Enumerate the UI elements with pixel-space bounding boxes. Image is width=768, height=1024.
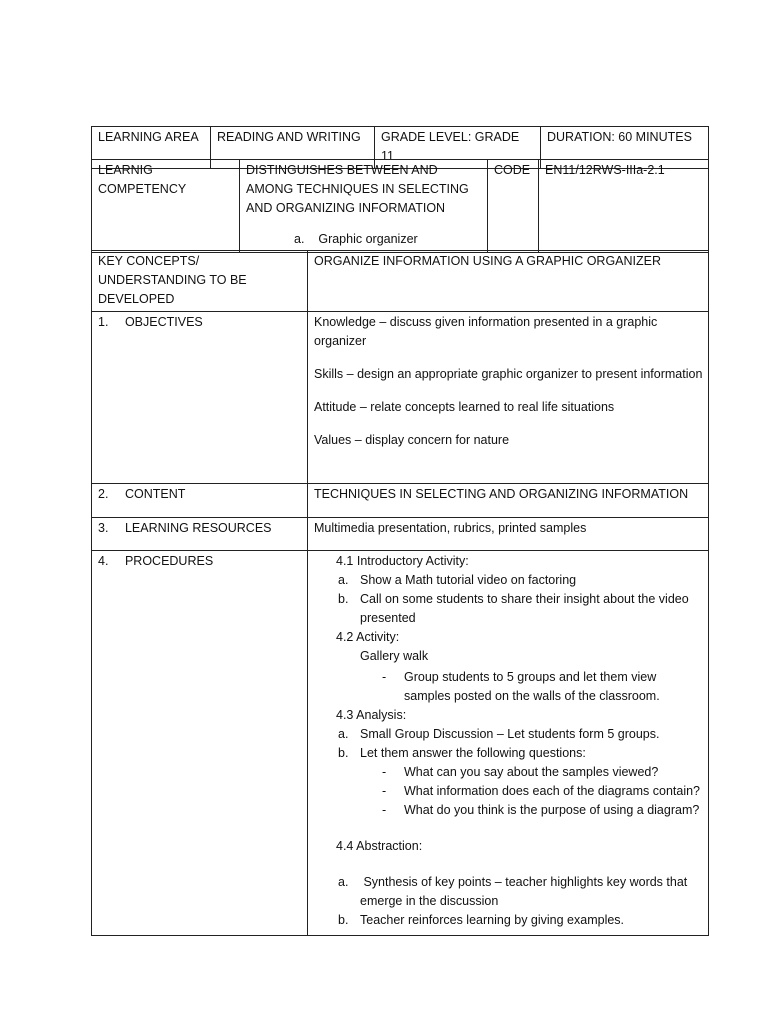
dash-marker: - bbox=[382, 670, 387, 684]
list-item-text: Group students to 5 groups and let them view samples posted on the walls of the classroom. bbox=[404, 670, 660, 703]
section-4-3-item-b bbox=[314, 744, 703, 763]
dash-marker: - bbox=[382, 784, 387, 798]
objective-attitude: Attitude – relate concepts learned to real life situations bbox=[314, 400, 615, 414]
objectives-list bbox=[308, 312, 709, 484]
content-number: 2. bbox=[98, 487, 109, 501]
competency-sub-text: Graphic organizer bbox=[318, 232, 418, 246]
list-marker: a. bbox=[338, 875, 349, 889]
question-text: What do you think is the purpose of using a diagram? bbox=[404, 803, 700, 817]
section-4-2-item bbox=[314, 668, 703, 706]
section-4-1-item-b bbox=[314, 590, 703, 628]
learning-area-label: LEARNING AREA bbox=[92, 127, 211, 169]
resources-value: Multimedia presentation, rubrics, printed samples bbox=[308, 518, 709, 551]
competency-label: LEARNIG COMPETENCY bbox=[92, 160, 240, 253]
list-item-text: Let them answer the following questions: bbox=[360, 746, 586, 760]
competency-sub-item bbox=[246, 230, 482, 249]
objectives-label-cell bbox=[92, 312, 308, 484]
duration: DURATION: 60 MINUTES bbox=[541, 127, 709, 169]
objectives-label: OBJECTIVES bbox=[124, 315, 203, 329]
dash-marker: - bbox=[382, 803, 387, 817]
resources-number: 3. bbox=[98, 521, 109, 535]
list-item-text: Teacher reinforces learning by giving examples. bbox=[360, 913, 625, 927]
list-item-text: Call on some students to share their insight about the video presented bbox=[360, 592, 689, 625]
list-marker: b. bbox=[338, 746, 349, 760]
objective-skills: Skills – design an appropriate graphic organizer to present information bbox=[314, 367, 703, 381]
question-text: What can you say about the samples viewed? bbox=[404, 765, 659, 779]
objective-knowledge: Knowledge – discuss given information presented in a graphic organizer bbox=[314, 315, 658, 348]
grade-level: GRADE LEVEL: GRADE 11 bbox=[375, 127, 541, 169]
objectives-number: 1. bbox=[98, 315, 109, 329]
section-4-4-item-a bbox=[314, 873, 703, 911]
question-3 bbox=[314, 801, 703, 820]
section-4-3-title: 4.3 Analysis: bbox=[336, 708, 407, 722]
list-item-text: Small Group Discussion – Let students form 5 groups. bbox=[360, 727, 660, 741]
section-4-4-title: 4.4 Abstraction: bbox=[336, 839, 423, 853]
list-marker: a. bbox=[338, 727, 349, 741]
competency-sub-marker: a. bbox=[294, 232, 305, 246]
content-value: TECHNIQUES IN SELECTING AND ORGANIZING INFORMATION bbox=[308, 484, 709, 518]
competency-table bbox=[91, 159, 709, 253]
section-4-4-item-b bbox=[314, 911, 703, 930]
procedures-label-cell bbox=[92, 551, 308, 936]
procedures-content bbox=[308, 551, 709, 936]
question-1 bbox=[314, 763, 703, 782]
resources-label-cell bbox=[92, 518, 308, 551]
list-item-text: Synthesis of key points – teacher highlights key words that emerge in the discussion bbox=[360, 875, 688, 908]
content-label: CONTENT bbox=[124, 487, 186, 501]
list-marker: b. bbox=[338, 592, 349, 606]
code-label: CODE bbox=[488, 160, 539, 253]
objective-values: Values – display concern for nature bbox=[314, 433, 510, 447]
section-4-3-item-a bbox=[314, 725, 703, 744]
procedures-number: 4. bbox=[98, 554, 109, 568]
section-4-2-activity-title: Gallery walk bbox=[360, 649, 429, 663]
learning-area-value: READING AND WRITING bbox=[211, 127, 375, 169]
question-2 bbox=[314, 782, 703, 801]
key-concepts-label: KEY CONCEPTS/ UNDERSTANDING TO BE DEVELOPED bbox=[92, 251, 308, 312]
procedures-label: PROCEDURES bbox=[124, 554, 214, 568]
list-item-text: Show a Math tutorial video on factoring bbox=[360, 573, 577, 587]
code-value: EN11/12RWS-IIIa-2.1 bbox=[539, 160, 709, 253]
competency-text: DISTINGUISHES BETWEEN AND AMONG TECHNIQUES IN SELECTING AND ORGANIZING INFORMATION bbox=[246, 163, 469, 215]
key-concepts-value: ORGANIZE INFORMATION USING A GRAPHIC ORGANIZER bbox=[308, 251, 709, 312]
content-label-cell bbox=[92, 484, 308, 518]
resources-label: LEARNING RESOURCES bbox=[124, 521, 272, 535]
section-4-1-item-a bbox=[314, 571, 703, 590]
competency-cell bbox=[240, 160, 488, 253]
main-table bbox=[91, 250, 709, 936]
dash-marker: - bbox=[382, 765, 387, 779]
question-text: What information does each of the diagrams contain? bbox=[404, 784, 701, 798]
section-4-2-title: 4.2 Activity: bbox=[336, 630, 400, 644]
list-marker: a. bbox=[338, 573, 349, 587]
section-4-1-title: 4.1 Introductory Activity: bbox=[336, 554, 469, 568]
list-marker: b. bbox=[338, 913, 349, 927]
